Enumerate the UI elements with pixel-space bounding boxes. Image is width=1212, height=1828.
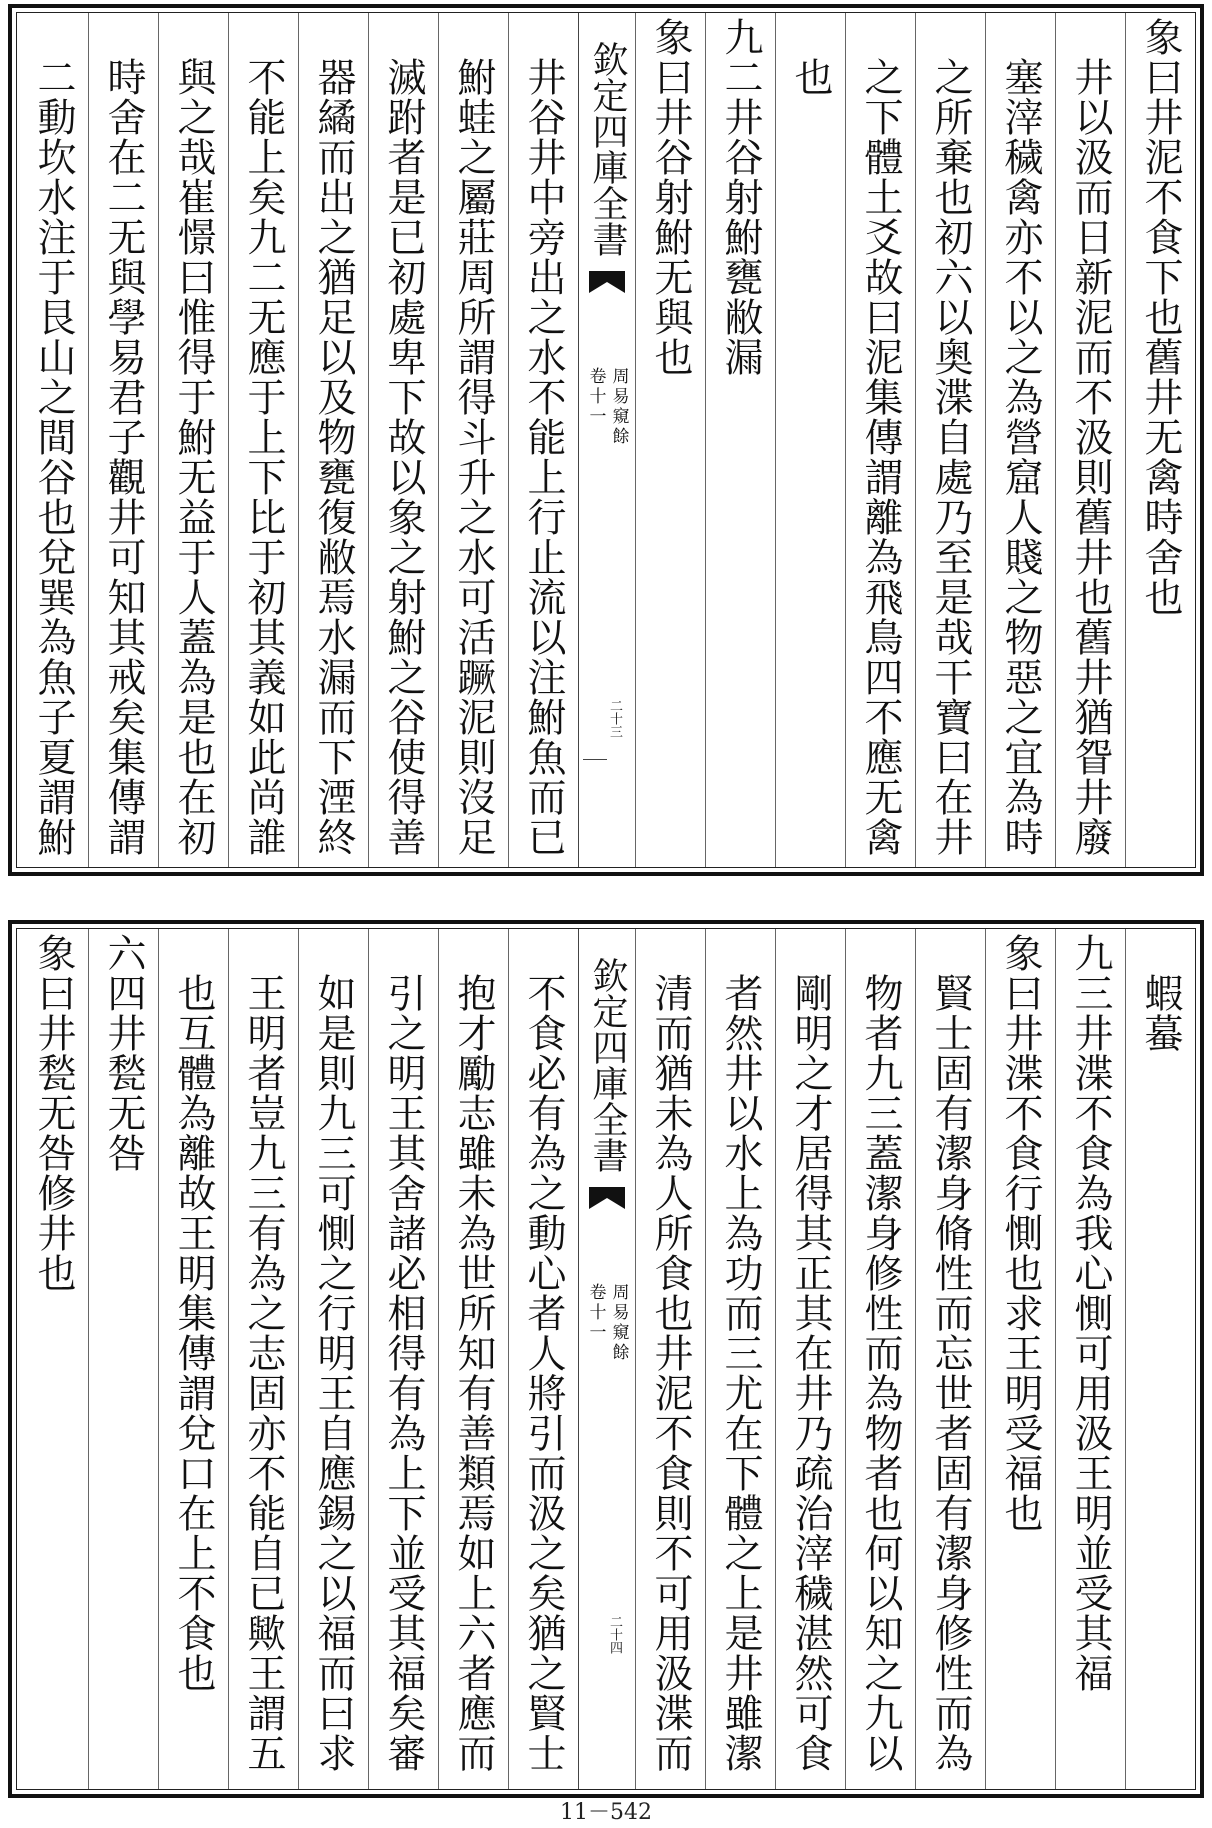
text-column: 象曰井泥不食下也舊井无禽時舍也 [1125,13,1195,867]
text-column: 象曰井甃无咎修井也 [31,933,76,1293]
text-column: 蝦蟇 [1125,929,1195,1789]
text-column: 與之哉崔憬曰惟得于鮒无益于人蓋為是也在初 [158,13,228,867]
center-banner [578,929,635,1789]
text-column: 器繘而出之猶足以及物甕復敝焉水漏而下湮終 [298,13,368,867]
page-number: 二十三 [607,699,622,738]
text-column: 抱才勵志雖未為世所知有善類焉如上六者應而 [438,929,508,1789]
text-column: 也 [775,13,845,867]
page-number: 二十四 [607,1615,622,1654]
fishtail-mark [587,1187,627,1211]
text-column: 物者九三蓋潔身修性而為物者也何以知之九以 [845,929,915,1789]
text-column: 象曰井渫不食行惻也求王明受福也 [985,929,1055,1789]
text-column: 井以汲而日新泥而不汲則舊井也舊井猶眢井廢 [1055,13,1125,867]
text-column: 不能上矣九二无應于上下比于初其義如此尚誰 [228,13,298,867]
text-column: 者然井以水上為功而三尤在下體之上是井雖潔 [705,929,775,1789]
text-column: 如是則九三可惻之行明王自應錫之以福而曰求 [298,929,368,1789]
page-frame [16,12,1196,868]
book-title: 周易窺餘 [608,1283,629,1363]
text-column: 清而猶未為人所食也井泥不食則不可用汲渫而 [635,929,705,1789]
fishtail-mark [587,271,627,295]
text-column: 象曰井谷射鮒无與也 [635,13,705,867]
page-bottom-half [8,920,1204,1798]
book-info [579,367,635,447]
text-column: 二動坎水注于艮山之間谷也兌巽為魚子夏謂鮒 [31,57,76,857]
page-top-half [8,4,1204,876]
text-column: 塞滓穢禽亦不以之為營窟人賤之物惡之宜為時 [985,13,1055,867]
page-frame [16,928,1196,1790]
collection-title: 欽定四庫全書 [587,957,628,1173]
center-banner [578,13,635,867]
text-column: 引之明王其舍諸必相得有為上下並受其福矣審 [368,929,438,1789]
text-column: 九二井谷射鮒甕敝漏 [705,13,775,867]
text-column: 不食必有為之動心者人將引而汲之矣猶之賢士 [508,929,578,1789]
text-column: 之下體土爻故曰泥集傳謂離為飛鳥四不應无禽 [845,13,915,867]
text-column: 也互體為離故王明集傳謂兌口在上不食也 [158,929,228,1789]
text-column: 王明者豈九三有為之志固亦不能自已歟王謂五 [228,929,298,1789]
text-column: 剛明之才居得其正其在井乃疏治滓穢湛然可食 [775,929,845,1789]
text-column: 滅跗者是已初處卑下故以象之射鮒之谷使得善 [368,13,438,867]
volume-label: 卷十一 [585,1283,606,1343]
banner-rule [583,759,607,760]
volume-label: 卷十一 [585,367,606,427]
footer-page-number: 11－542 [560,1800,652,1825]
book-info [579,1283,635,1363]
collection-title: 欽定四庫全書 [587,41,628,257]
text-column: 六四井甃无咎 [88,929,158,1789]
text-column: 之所棄也初六以奥渫自處乃至是哉干寶曰在井 [915,13,985,867]
text-column: 賢士固有潔身脩性而忘世者固有潔身修性而為 [915,929,985,1789]
text-column: 時舍在二无與學易君子觀井可知其戒矣集傳謂 [88,13,158,867]
text-column: 井谷井中旁出之水不能上行止流以注鮒魚而已 [508,13,578,867]
text-column: 鮒蛙之屬莊周所謂得斗升之水可活蹶泥則沒足 [438,13,508,867]
book-title: 周易窺餘 [608,367,629,447]
text-column: 九三井渫不食為我心惻可用汲王明並受其福 [1055,929,1125,1789]
